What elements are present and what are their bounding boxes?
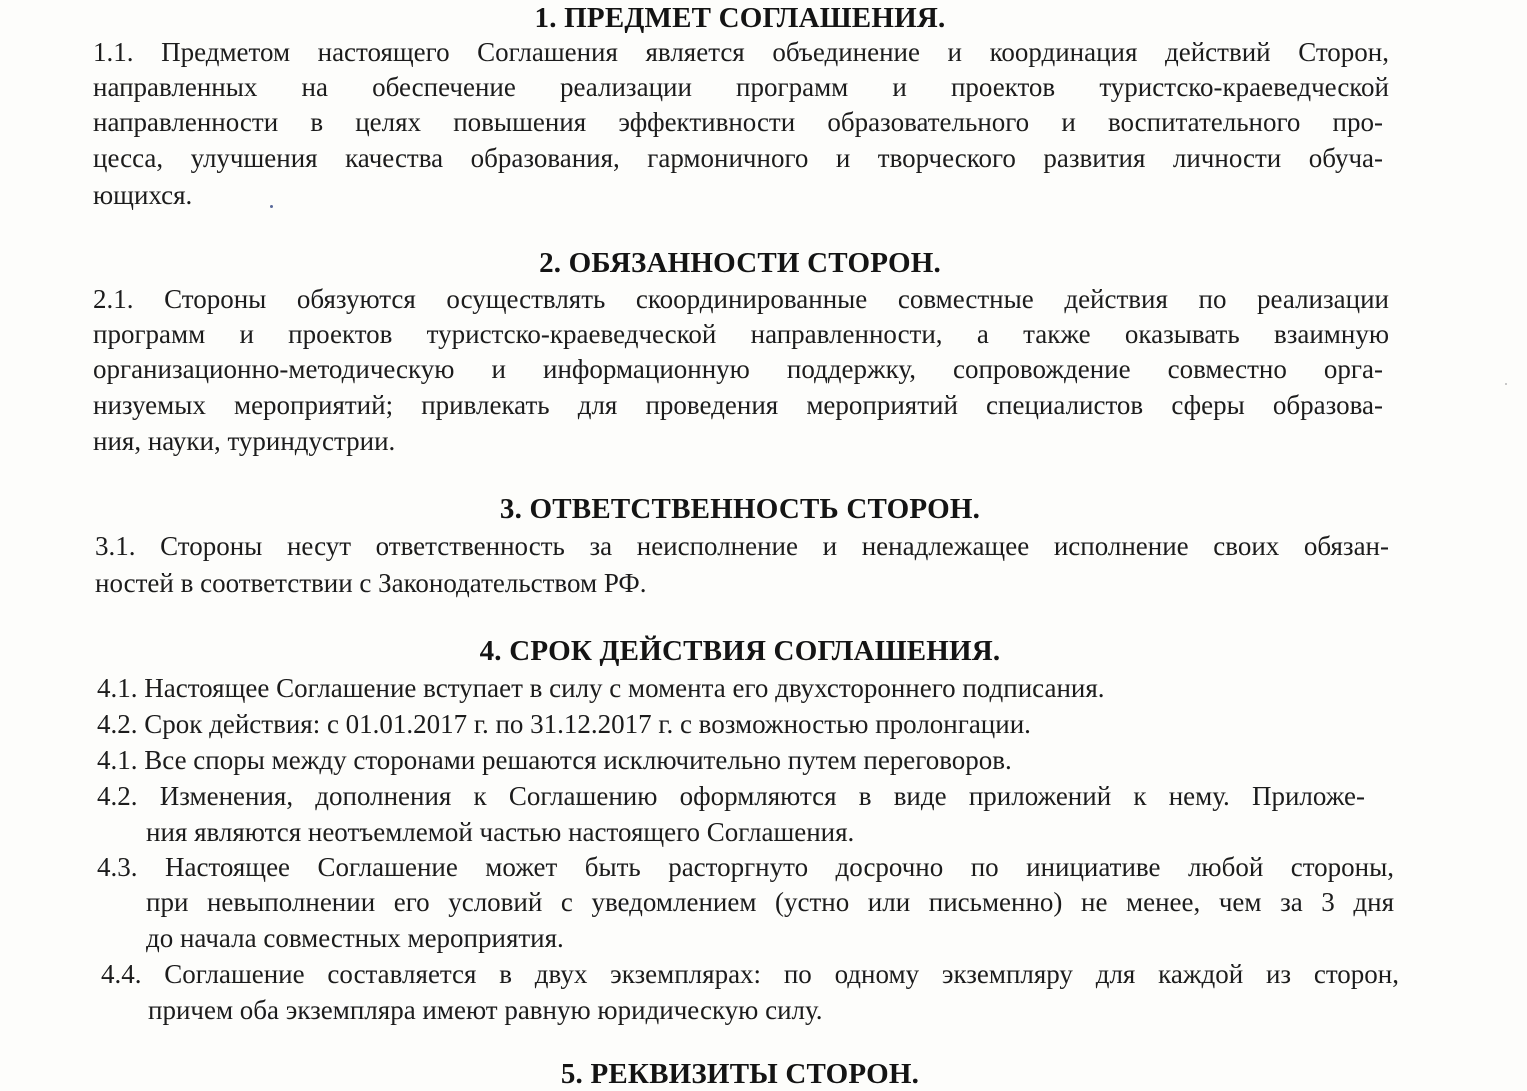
section-4-item-4-2-amendments: 4.2. Изменения, дополнения к Соглашению оформляются в виде приложений к нему. Приложе- — [97, 781, 1365, 811]
section-4-item-4-2-continuation: ния являются неотъемлемой частью настоящего Соглашения. — [146, 817, 855, 847]
section-2-line-5: ния, науки, туриндустрии. — [93, 426, 396, 456]
section-4-item-4-4-continuation: причем оба экземпляра имеют равную юридическую силу. — [148, 995, 823, 1025]
section-1-line-3: направленности в целях повышения эффективности образовательного и воспитательного про- — [93, 107, 1383, 137]
section-1-line-4: цесса, улучшения качества образования, гармоничного и творческого развития личности обуча- — [93, 143, 1383, 173]
section-2-line-2: программ и проектов туристско-краеведческой направленности, а также оказывать взаимную — [93, 319, 1389, 349]
section-5-heading: 5. РЕКВИЗИТЫ СТОРОН. — [560, 1058, 920, 1090]
section-2-heading: 2. ОБЯЗАННОСТИ СТОРОН. — [539, 247, 941, 279]
section-4-item-4-1-disputes: 4.1. Все споры между сторонами решаются исключительно путем переговоров. — [97, 745, 1012, 775]
section-3-line-2: ностей в соответствии с Законодательством РФ. — [95, 568, 647, 598]
section-2-line-1: 2.1. Стороны обязуются осуществлять скоординированные совместные действия по реализации — [93, 284, 1389, 314]
section-1-heading: 1. ПРЕДМЕТ СОГЛАШЕНИЯ. — [534, 2, 946, 34]
section-4-item-4-3-continuation-1: при невыполнении его условий с уведомлением (устно или письменно) не менее, чем за 3 дня — [146, 887, 1394, 917]
section-2-line-4: низуемых мероприятий; привлекать для проведения мероприятий специалистов сферы образова- — [93, 390, 1383, 420]
section-2-line-3: организационно-методическую и информационную поддержку, сопровождение совместно орга- — [93, 354, 1383, 384]
scan-speck — [1505, 383, 1507, 385]
section-1-line-1: 1.1. Предметом настоящего Соглашения является объединение и координация действий Сторон, — [93, 37, 1389, 67]
section-4-item-4-2: 4.2. Срок действия: с 01.01.2017 г. по 31.12.2017 г. с возможностью пролонгации. — [97, 709, 1031, 739]
section-3-line-1: 3.1. Стороны несут ответственность за неисполнение и ненадлежащее исполнение своих обязан- — [95, 531, 1389, 561]
section-4-item-4-4: 4.4. Соглашение составляется в двух экземплярах: по одному экземпляру для каждой из сторон, — [101, 959, 1399, 989]
section-4-item-4-1: 4.1. Настоящее Соглашение вступает в силу с момента его двухстороннего подписания. — [97, 673, 1105, 703]
section-3-heading: 3. ОТВЕТСТВЕННОСТЬ СТОРОН. — [499, 493, 981, 525]
section-4-item-4-3: 4.3. Настоящее Соглашение может быть расторгнуто досрочно по инициативе любой стороны, — [97, 852, 1394, 882]
scan-speck — [270, 205, 273, 208]
section-4-heading: 4. СРОК ДЕЙСТВИЯ СОГЛАШЕНИЯ. — [479, 635, 1001, 667]
section-1-line-5: ющихся. — [93, 180, 193, 210]
section-4-item-4-3-continuation-2: до начала совместных мероприятия. — [146, 923, 564, 953]
section-1-line-2: направленных на обеспечение реализации программ и проектов туристско-краеведческой — [93, 72, 1389, 102]
